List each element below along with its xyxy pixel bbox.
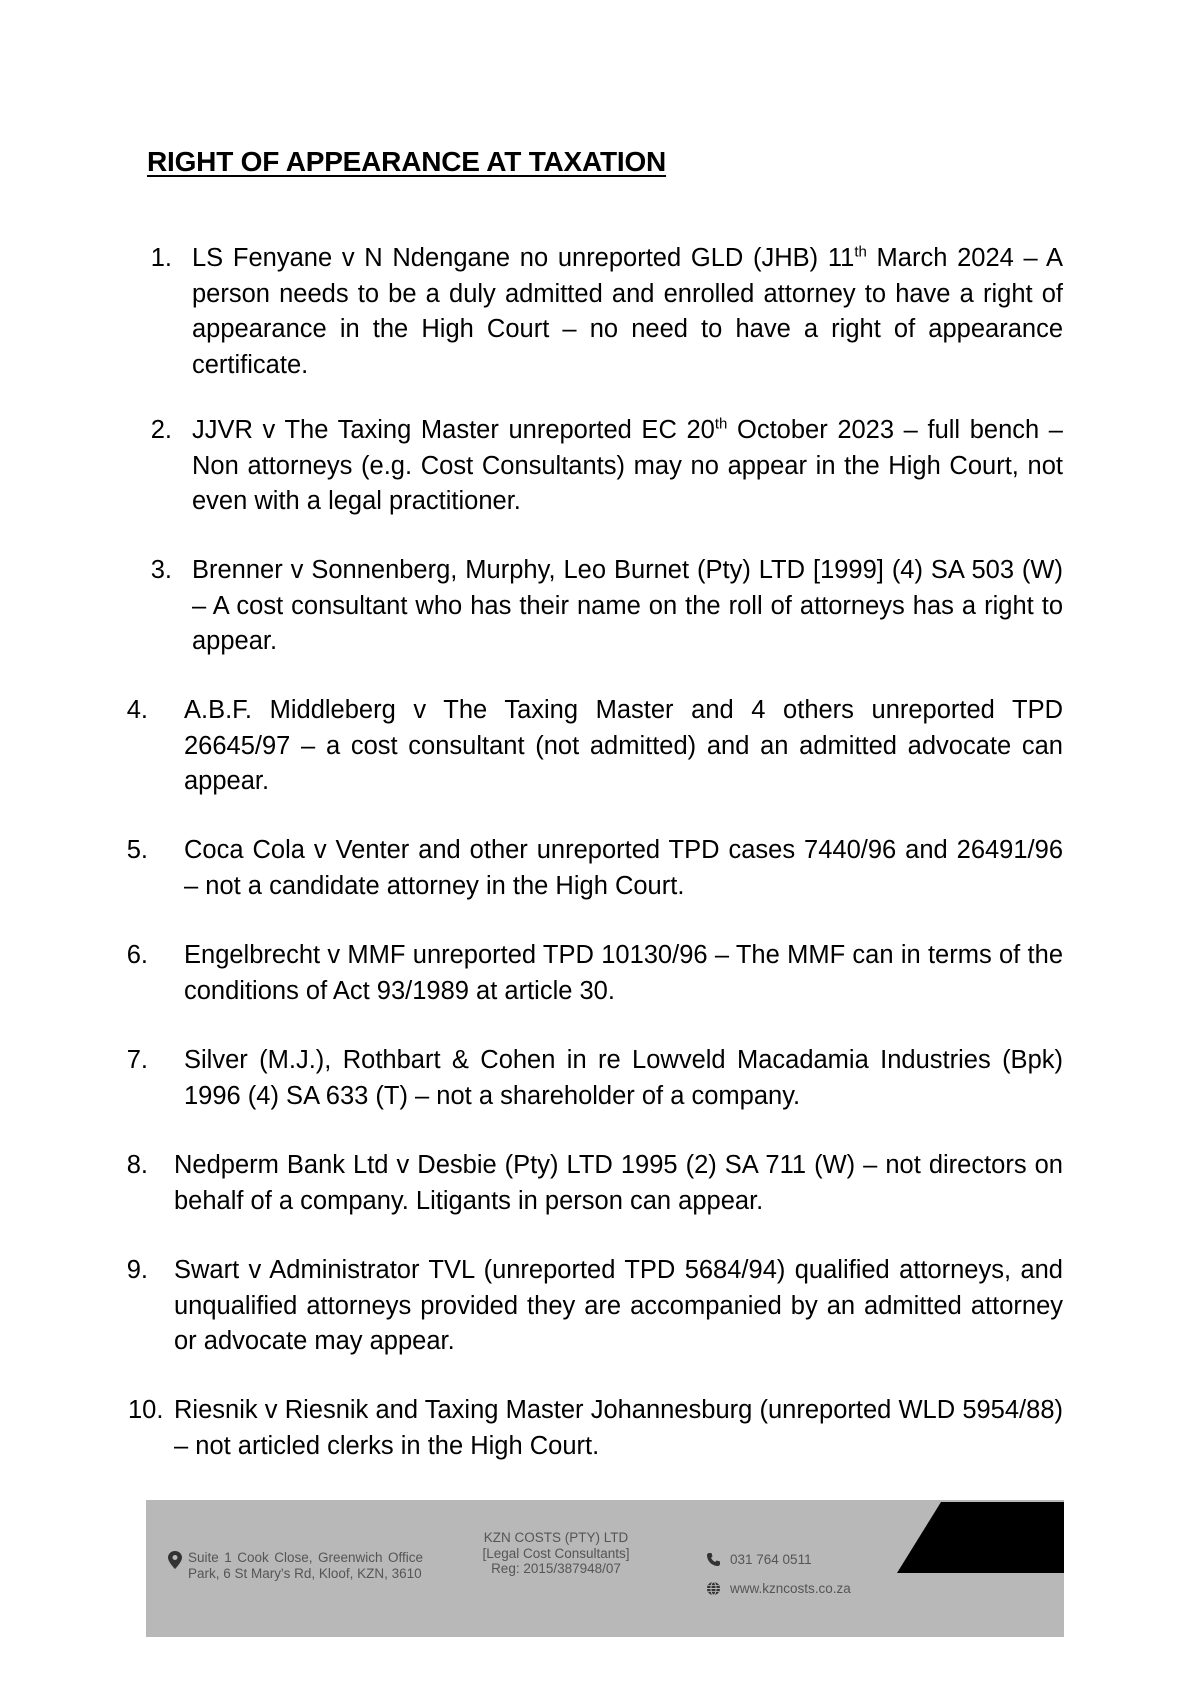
case-item-8 — [120, 1148, 1063, 1219]
case-number: 7. — [126, 1046, 148, 1074]
case-item-7 — [120, 1043, 1063, 1114]
case-number: 1. — [150, 244, 172, 272]
case-number: 10. — [128, 1396, 164, 1424]
letterhead-footer — [146, 1500, 1064, 1637]
case-number: 6. — [126, 941, 148, 969]
case-text: A.B.F. Middleberg v The Taxing Master and 4 others unreported TPD 26645/97 – a cost consultant (not admitted) and an admitted advocate can appear. — [184, 696, 1063, 795]
case-text: Brenner v Sonnenberg, Murphy, Leo Burnet (Pty) LTD [1999] (4) SA 503 (W) – A cost consultant who has their name on the roll of attorneys has a right to appear. — [192, 556, 1063, 655]
globe-icon — [706, 1581, 721, 1596]
footer-company-block — [436, 1530, 676, 1577]
footer-website[interactable]: www.kzncosts.co.za — [730, 1581, 851, 1596]
case-number: 2. — [150, 416, 172, 444]
footer-website-row — [706, 1581, 926, 1597]
footer-company-subtitle: [Legal Cost Consultants] — [482, 1545, 630, 1561]
footer-address: Suite 1 Cook Close, Greenwich Office Park, 6 St Mary's Rd, Kloof, KZN, 3610 — [188, 1550, 423, 1581]
case-text: Nedperm Bank Ltd v Desbie (Pty) LTD 1995 (2) SA 711 (W) – not directors on behalf of a company. Litigants in person can appear. — [174, 1151, 1063, 1215]
footer-contact-block — [706, 1552, 926, 1610]
case-number: 5. — [126, 836, 148, 864]
case-item-9 — [120, 1253, 1063, 1360]
case-item-3 — [120, 553, 1063, 660]
case-text: Riesnik v Riesnik and Taxing Master Johannesburg (unreported WLD 5954/88) – not articled clerks in the High Court. — [174, 1396, 1063, 1460]
case-text: JJVR v The Taxing Master unreported EC 20th October 2023 – full bench – Non attorneys (e.g. Cost Consultants) may no appear in the High Court, not even with a legal practitioner. — [192, 415, 1063, 515]
phone-icon — [706, 1552, 721, 1567]
footer-phone-row — [706, 1552, 926, 1568]
case-text: Swart v Administrator TVL (unreported TPD 5684/94) qualified attorneys, and unqualified attorneys provided they are accompanied by an admitted attorney or advocate may appear. — [174, 1256, 1063, 1355]
case-item-4 — [120, 693, 1063, 800]
case-number: 3. — [150, 556, 172, 584]
case-text: Engelbrecht v MMF unreported TPD 10130/96 – The MMF can in terms of the conditions of Act 93/1989 at article 30. — [184, 941, 1063, 1005]
case-item-10 — [120, 1393, 1063, 1464]
case-text: LS Fenyane v N Ndengane no unreported GLD (JHB) 11th March 2024 – A person needs to be a duly admitted and enrolled attorney to have a right of appearance in the High Court – no need to have a right of appearance certificate. — [192, 243, 1063, 379]
case-number: 4. — [126, 696, 148, 724]
case-number: 9. — [126, 1256, 148, 1284]
page-title: RIGHT OF APPEARANCE AT TAXATION — [147, 146, 667, 177]
case-item-6 — [120, 938, 1063, 1009]
case-item-2 — [120, 413, 1063, 520]
footer-registration: Reg: 2015/387948/07 — [491, 1561, 621, 1576]
case-text: Coca Cola v Venter and other unreported TPD cases 7440/96 and 26491/96 – not a candidate attorney in the High Court. — [184, 836, 1063, 900]
footer-phone: 031 764 0511 — [730, 1552, 812, 1567]
case-text: Silver (M.J.), Rothbart & Cohen in re Lowveld Macadamia Industries (Bpk) 1996 (4) SA 633 (T) – not a shareholder of a company. — [184, 1046, 1063, 1110]
case-item-5 — [120, 833, 1063, 904]
case-item-1 — [120, 241, 1063, 383]
location-pin-icon — [168, 1551, 182, 1569]
footer-company-name: KZN COSTS (PTY) LTD — [483, 1530, 629, 1545]
case-number: 8. — [126, 1151, 148, 1179]
